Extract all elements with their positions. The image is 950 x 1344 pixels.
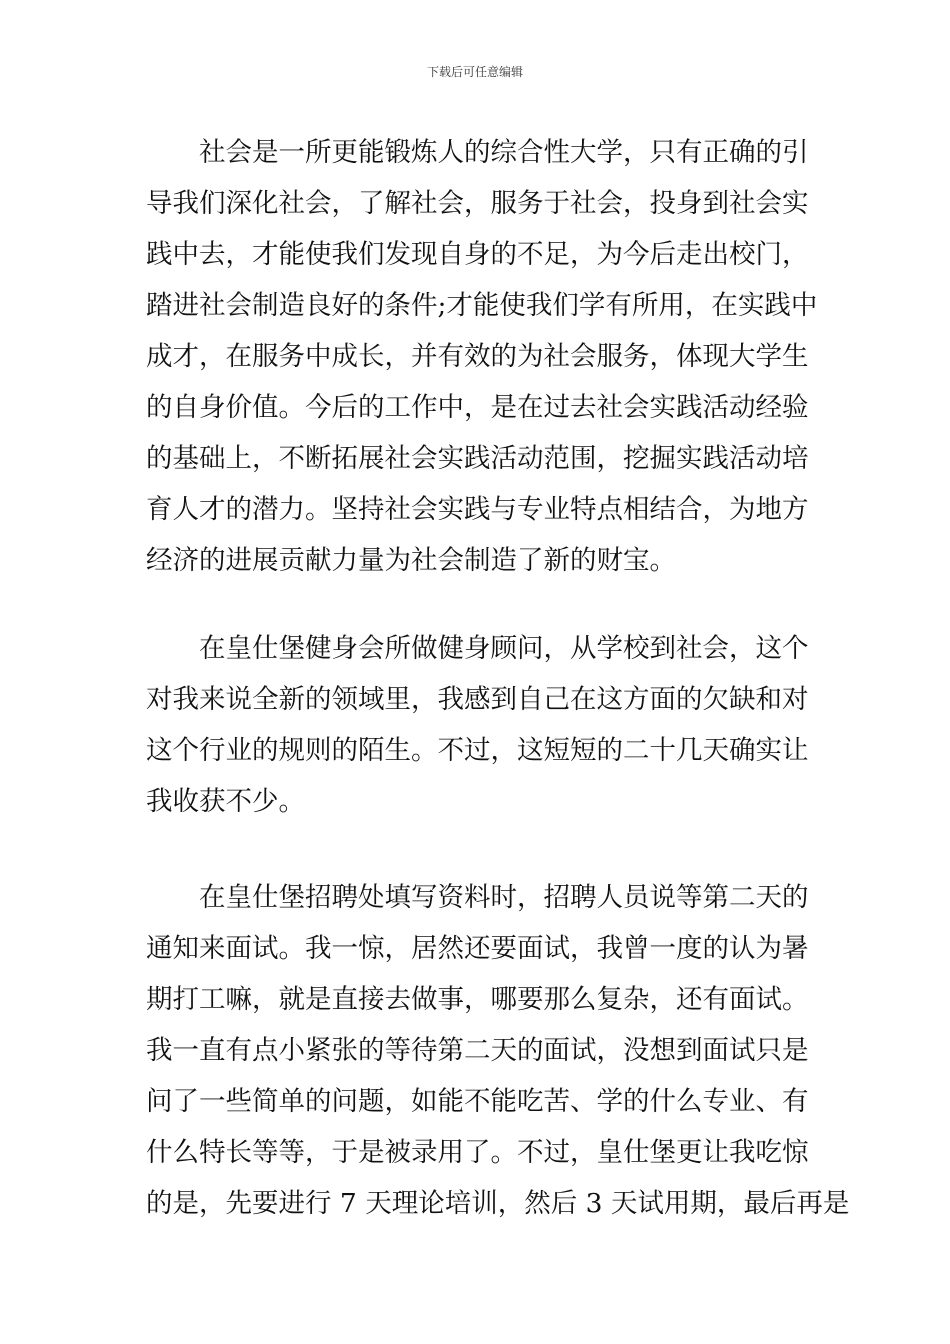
paragraph-3 <box>146 872 850 1229</box>
text-line: 在皇仕堡招聘处填写资料时，招聘人员说等第二天的 <box>199 882 809 913</box>
text-line: 经济的进展贡献力量为社会制造了新的财宝。 <box>146 545 676 576</box>
text-line: 践中去，才能使我们发现自身的不足，为今后走出校门， <box>146 239 809 270</box>
text-line: 导我们深化社会，了解社会，服务于社会，投身到社会实 <box>146 188 809 219</box>
text-line: 我收获不少。 <box>146 786 305 817</box>
text-line: 的基础上，不断拓展社会实践活动范围，挖掘实践活动培 <box>146 443 809 474</box>
text-line: 成才，在服务中成长，并有效的为社会服务，体现大学生 <box>146 341 809 372</box>
text-line: 期打工嘛，就是直接去做事，哪要那么复杂，还有面试。 <box>146 984 809 1015</box>
text-line: 这个行业的规则的陌生。不过，这短短的二十几天确实让 <box>146 735 809 766</box>
text-line: 什么特长等等，于是被录用了。不过，皇仕堡更让我吃惊 <box>146 1137 809 1168</box>
text-line: 的是，先要进行 7 天理论培训，然后 3 天试用期，最后再是 <box>146 1188 850 1219</box>
text-line: 通知来面试。我一惊，居然还要面试，我曾一度的认为暑 <box>146 933 809 964</box>
text-line: 在皇仕堡健身会所做健身顾问，从学校到社会，这个 <box>199 633 809 664</box>
paragraph-2 <box>146 623 809 827</box>
text-line: 社会是一所更能锻炼人的综合性大学，只有正确的引 <box>199 137 809 168</box>
text-line: 踏进社会制造良好的条件;才能使我们学有所用，在实践中 <box>146 290 818 321</box>
text-line: 问了一些简单的问题，如能不能吃苦、学的什么专业、有 <box>146 1086 809 1117</box>
paragraph-text <box>146 623 809 827</box>
text-line: 育人才的潜力。坚持社会实践与专业特点相结合，为地方 <box>146 494 809 525</box>
paragraph-1 <box>146 127 818 586</box>
text-line: 对我来说全新的领域里，我感到自己在这方面的欠缺和对 <box>146 684 809 715</box>
paragraph-text <box>146 127 818 586</box>
page-header: 下载后可任意编辑 <box>426 65 523 79</box>
text-line: 我一直有点小紧张的等待第二天的面试，没想到面试只是 <box>146 1035 809 1066</box>
paragraph-text <box>146 872 850 1229</box>
text-line: 的自身价值。今后的工作中，是在过去社会实践活动经验 <box>146 392 809 423</box>
